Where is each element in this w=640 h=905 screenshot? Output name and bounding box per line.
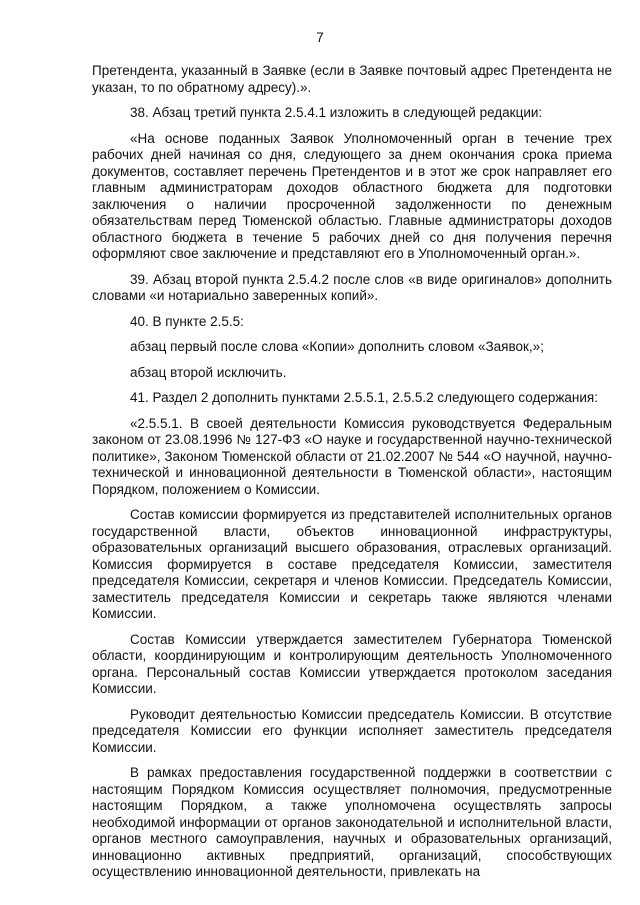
paragraph: 39. Абзац второй пункта 2.5.4.2 после слов «в виде оригиналов» дополнить словами «и нотариально заверенных копий». xyxy=(92,271,612,303)
paragraph: 38. Абзац третий пункта 2.5.4.1 изложить в следующей редакции: xyxy=(130,105,543,120)
paragraph: абзац второй исключить. xyxy=(130,364,287,380)
paragraph: 40. В пункте 2.5.5: xyxy=(130,313,244,329)
paragraph: Состав комиссии формируется из представителей исполнительных органов государственной власти, объектов инновационной инфраструктуры, образовательных организаций высшего образования, отраслевых организаций. Комиссия формируется в составе председателя Комиссии, заместителя председателя Комиссии, секретаря и членов Комиссии. Председатель Комиссии, заместитель председателя Комиссии и секретарь также являются членами Комиссии. xyxy=(92,507,612,621)
paragraph: 41. Раздел 2 дополнить пунктами 2.5.5.1, 2.5.5.2 следующего содержания: xyxy=(130,390,598,405)
paragraph: «2.5.5.1. В своей деятельности Комиссия руководствуется Федеральным законом от 23.08.1996 № 127-ФЗ «О науке и государственной научно-технической политике», Законом Тюменской области от 21.02.2007 № 544 «О научной, научно-технической и инновационной деятельности в Тюменской области», настоящим Порядком, положением о Комиссии. xyxy=(92,415,612,497)
paragraph: «На основе поданных Заявок Уполномоченный орган в течение трех рабочих дней начиная со дня, следующего за днем окончания срока приема документов, составляет перечень Претендентов и в этот же срок направляет его главным администраторам доходов областного бюджета для подготовки заключения о наличии просроченной задолженности по денежным обязательствам перед Тюменской областью. Главные администраторы доходов областного бюджета в течение 5 рабочих дней со дня получения перечня оформляют свое заключение и представляют его в Уполномоченный орган.». xyxy=(92,130,612,261)
paragraph: Состав Комиссии утверждается заместителем Губернатора Тюменской области, координирующим и контролирующим деятельность Уполномоченного органа. Персональный состав Комиссии утверждается протоколом заседания Комиссии. xyxy=(92,631,612,696)
document-body xyxy=(92,63,612,890)
paragraph: абзац первый после слова «Копии» дополнить словом «Заявок,»; xyxy=(130,339,544,354)
paragraph: В рамках предоставления государственной поддержки в соответствии с настоящим Порядком Комиссия осуществляет полномочия, предусмотренные настоящим Порядком, а также уполномочена осуществлять запросы необходимой информации от органов законодательной и исполнительной власти, органов местного самоуправления, научных и образовательных организаций, инновационно активных предприятий, организаций, способствующих осуществлению инновационной деятельности, привлекать на xyxy=(92,765,612,879)
page-number: 7 xyxy=(316,30,324,45)
paragraph: Руководит деятельностью Комиссии председатель Комиссии. В отсутствие председателя Комиссии его функции исполняет заместитель председателя Комиссии. xyxy=(92,706,612,755)
paragraph: Претендента, указанный в Заявке (если в Заявке почтовый адрес Претендента не указан, то по обратному адресу).». xyxy=(92,63,612,95)
